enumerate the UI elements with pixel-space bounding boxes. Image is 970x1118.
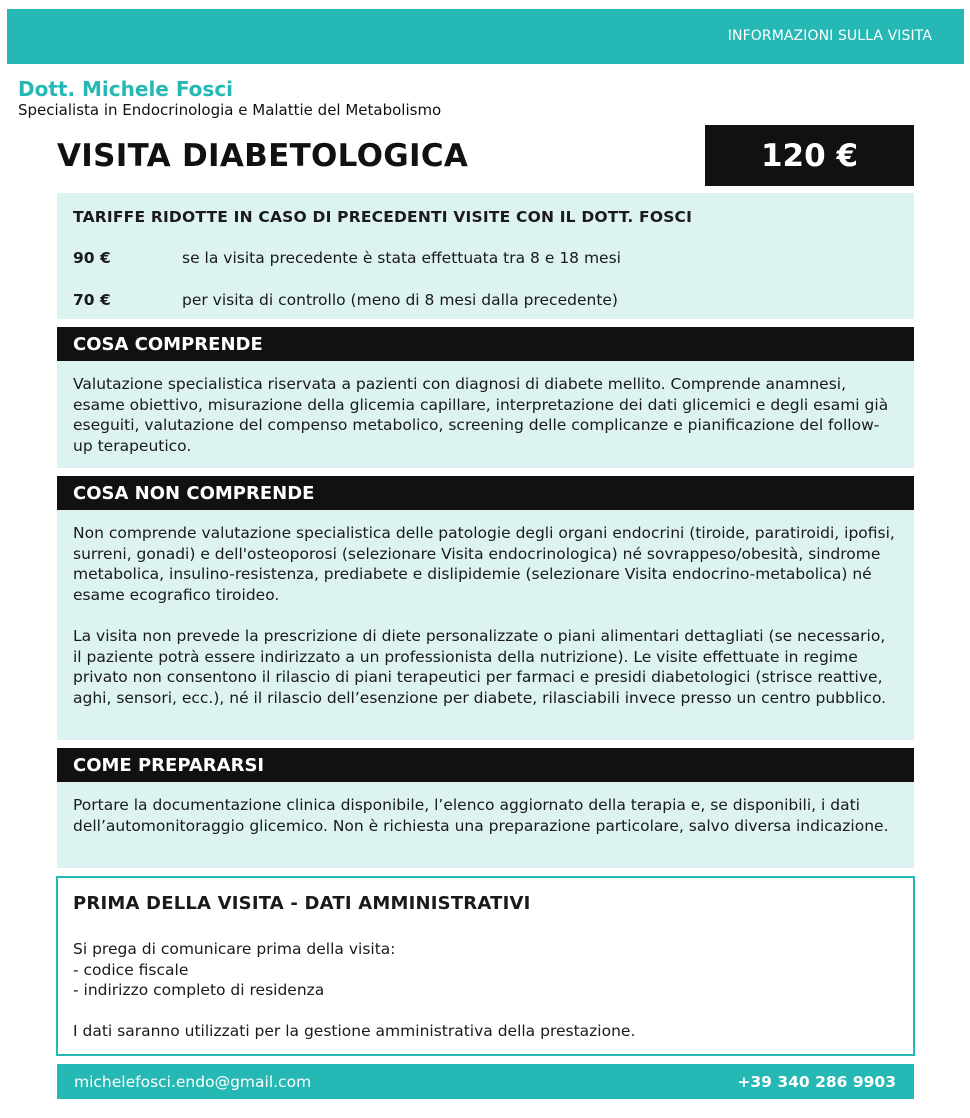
top-header-bar <box>7 9 964 64</box>
section-body-comprende <box>57 361 914 468</box>
visit-price: 120 € <box>705 125 914 186</box>
visit-title: VISITA DIABETOLOGICA <box>57 138 469 174</box>
contact-email[interactable]: michelefosci.endo@gmail.com <box>74 1073 312 1091</box>
section-heading-preparazione: COME PREPARARSI <box>57 748 914 782</box>
reduced-rates-heading: TARIFFE RIDOTTE IN CASO DI PRECEDENTI VISITE CON IL DOTT. FOSCI <box>73 208 693 226</box>
rate-amount: 90 € <box>73 249 111 267</box>
rate-row <box>73 291 618 309</box>
header-label: INFORMAZIONI SULLA VISITA <box>727 28 932 44</box>
doctor-name: Dott. Michele Fosci <box>18 77 234 101</box>
admin-heading: PRIMA DELLA VISITA - DATI AMMINISTRATIVI <box>73 893 531 914</box>
rate-amount: 70 € <box>73 291 111 309</box>
rate-description: se la visita precedente è stata effettuata tra 8 e 18 mesi <box>182 249 621 267</box>
doctor-info <box>18 77 441 120</box>
section-body-non-comprende <box>57 510 914 740</box>
preparazione-text: Portare la documentazione clinica disponibile, l’elenco aggiornato della terapia e, se disponibili, i dati dell’automonitoraggio glicemico. Non è richiesta una preparazione particolare, salvo diversa indicazione. <box>73 796 889 835</box>
contact-footer <box>57 1064 914 1099</box>
non-comprende-paragraph-2: La visita non prevede la prescrizione di diete personalizzate o piani alimentari dettagliati (se necessario, il paziente potrà essere indirizzato a un professionista della nutrizione). Le visite effettuate in regime privato non consentono il rilascio di piani terapeutici per farmaci e presidi diabetologici (strisce reattive, aghi, sensori, ecc.), né il rilascio dell’esenzione per diabete, rilasciabili invece presso un centro pubblico. <box>73 626 887 707</box>
section-heading-comprende: COSA COMPRENDE <box>57 327 914 361</box>
admin-note: I dati saranno utilizzati per la gestione amministrativa della prestazione. <box>73 1022 636 1041</box>
doctor-specialty: Specialista in Endocrinologia e Malattie del Metabolismo <box>18 101 442 119</box>
section-body-preparazione <box>57 782 914 868</box>
admin-item: - indirizzo completo di residenza <box>73 981 325 1000</box>
admin-body <box>73 939 635 1042</box>
contact-phone[interactable]: +39 340 286 9903 <box>737 1073 896 1091</box>
non-comprende-paragraph-1: Non comprende valutazione specialistica delle patologie degli organi endocrini (tiroide, paratiroidi, ipofisi, surreni, gonadi) e dell'osteoporosi (selezionare Visita endocrinologica) né sovrappeso/obesità, sindrome metabolica, insulino-resistenza, prediabete e dislipidemie (selezionare Visita endocrino-metabolica) né esame ecografico tiroideo. <box>73 524 895 604</box>
rate-row <box>73 249 621 267</box>
section-heading-non-comprende: COSA NON COMPRENDE <box>57 476 914 510</box>
admin-data-box <box>56 876 915 1056</box>
admin-item: - codice fiscale <box>73 960 189 979</box>
comprende-text: Valutazione specialistica riservata a pazienti con diagnosi di diabete mellito. Comprende anamnesi, esame obiettivo, misurazione della glicemia capillare, interpretazione dei dati glicemici e degli esami già eseguiti, valutazione del compenso metabolico, screening delle complicanze e pianificazione del follow-up terapeutico. <box>73 375 889 455</box>
admin-intro: Si prega di comunicare prima della visita: <box>73 940 396 958</box>
rate-description: per visita di controllo (meno di 8 mesi dalla precedente) <box>182 291 618 309</box>
